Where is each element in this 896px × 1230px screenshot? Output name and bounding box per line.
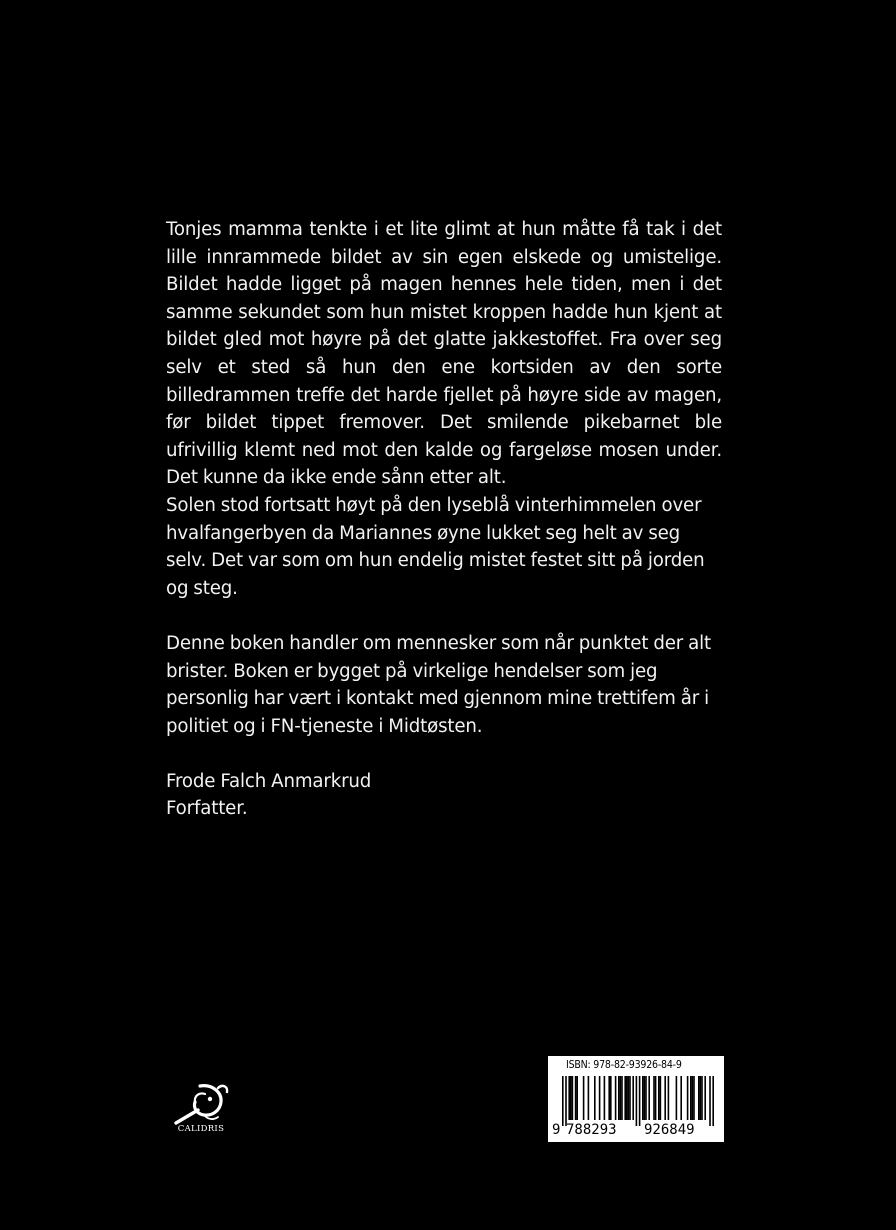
barcode-bar	[704, 1076, 706, 1120]
barcode-bar	[690, 1076, 692, 1120]
paragraph-gap	[166, 740, 722, 768]
barcode-bar	[642, 1076, 644, 1120]
barcode-bar	[621, 1076, 623, 1120]
barcode-bar	[615, 1076, 617, 1120]
paragraph-gap	[166, 602, 722, 630]
author-role: Forfatter.	[166, 798, 248, 820]
barcode-bar	[687, 1076, 689, 1120]
calidris-bird-logo-icon	[164, 1080, 236, 1126]
barcode-bar	[565, 1076, 567, 1126]
barcode-first-digit: 9	[552, 1122, 561, 1138]
publisher-name: CALIDRIS	[177, 1124, 225, 1134]
barcode-bar	[648, 1076, 650, 1120]
barcode-bar	[594, 1076, 596, 1120]
blurb-paragraph-3: Denne boken handler om mennesker som når punktet der alt brister. Boken er bygget på virkelige hendelser som jeg personlig har vært i kontakt med gjennom mine trettifem år i politiet og i FN-tjeneste i Midtøsten.	[166, 632, 712, 737]
barcode-bar	[568, 1076, 570, 1120]
barcode-bar	[645, 1076, 647, 1120]
barcode-bar	[626, 1076, 628, 1120]
barcode-left-digits: 788293	[566, 1122, 617, 1138]
barcode-bar	[610, 1076, 612, 1120]
barcode-right-digits: 926849	[644, 1122, 695, 1138]
author-signature	[166, 768, 722, 823]
barcode-bar	[693, 1076, 695, 1120]
barcode-bar	[588, 1076, 590, 1120]
barcode-bar	[576, 1076, 578, 1120]
back-cover-blurb	[166, 216, 722, 823]
barcode-bar	[668, 1076, 670, 1120]
barcode-bar	[664, 1076, 666, 1120]
barcode-bar	[676, 1076, 678, 1120]
isbn-label: ISBN: 978-82-93926-84-9	[566, 1059, 682, 1071]
barcode-bar	[572, 1076, 574, 1120]
barcode-bar	[658, 1076, 660, 1120]
barcode-bar	[604, 1076, 606, 1120]
barcode-bar	[655, 1076, 657, 1120]
barcode-bar	[628, 1076, 630, 1120]
barcode-bar	[629, 1076, 631, 1120]
barcode-bar	[644, 1076, 646, 1120]
barcode-digits	[548, 1120, 724, 1140]
barcode-bar	[701, 1076, 703, 1120]
barcode-bar	[624, 1076, 626, 1120]
author-name: Frode Falch Anmarkrud	[166, 770, 372, 792]
barcode-bar	[632, 1076, 634, 1120]
barcode-bar	[618, 1076, 620, 1120]
barcode-bar	[599, 1076, 601, 1120]
barcode-bar	[660, 1076, 662, 1120]
barcode-bar	[698, 1076, 700, 1120]
barcode-bar	[608, 1076, 610, 1120]
barcode-bar	[583, 1076, 585, 1120]
barcode-bar	[639, 1076, 641, 1126]
barcode-bar	[620, 1076, 622, 1120]
barcode-bar	[709, 1076, 711, 1126]
barcode-bar	[570, 1076, 572, 1120]
isbn-barcode	[548, 1056, 724, 1142]
barcode-bar	[692, 1076, 694, 1120]
barcode-bar	[653, 1076, 655, 1120]
barcode-bar	[575, 1076, 577, 1120]
blurb-paragraph-1: Tonjes mamma tenkte i et lite glimt at hun måtte få tak i det lille innrammede bildet av sin egen elskede og umistelige. Bildet hadde ligget på magen hennes hele tiden, men i det samme sekundet som hun mistet kroppen hadde hun kjent at bildet gled mot høyre på det glatte jakkestoffet. Fra over seg selv et sted så hun den ene kortsiden av den sorte billedrammen treffe det harde fjellet på høyre side av magen, før bildet tippet fremover. Det smilende pikebarnet ble ufrivillig klemt ned mot den kalde og fargeløse mosen under. Det kunne da ikke ende sånn etter alt.	[166, 219, 722, 489]
barcode-bars	[548, 1074, 724, 1126]
blurb-paragraph-2: Solen stod fortsatt høyt på den lyseblå vinterhimmelen over hvalfangerbyen da Mariannes øyne lukket seg helt av seg selv. Det var som om hun endelig mistet festet sitt på jorden og steg.	[166, 494, 705, 599]
barcode-bar	[562, 1076, 564, 1126]
barcode-bar	[680, 1076, 682, 1120]
barcode-bar	[636, 1076, 638, 1126]
barcode-bar	[712, 1076, 714, 1126]
barcode-bar	[700, 1076, 702, 1120]
publisher-logo	[164, 1080, 236, 1136]
